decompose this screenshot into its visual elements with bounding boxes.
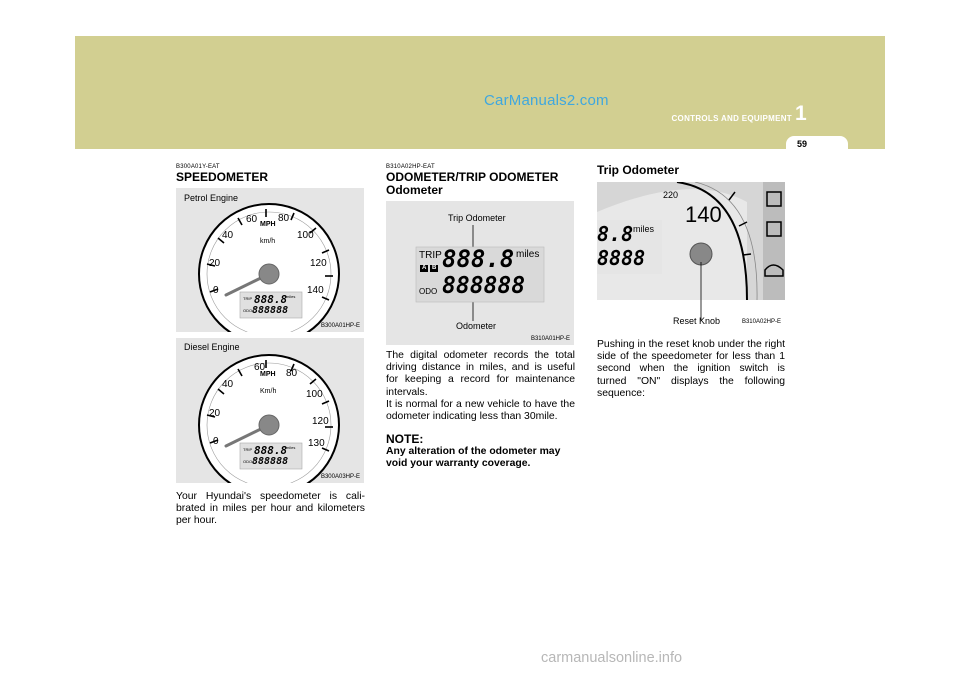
dial-zero: 0 [213,436,219,447]
watermark-bottom[interactable]: carmanualsonline.info [541,650,683,666]
lcd-trip-value: 888.8 [254,293,288,306]
lcd-miles: miles [286,445,296,450]
lcd-trip-value: 888.8 [254,444,288,457]
lcd-odo-value: 888888 [252,305,289,316]
sub-heading: Odometer [386,183,443,197]
section-heading: ODOMETER/TRIP ODOMETER [386,170,559,184]
figure-code: B310A02HP-E [741,319,781,325]
lcd-trip-value: 8.8 [597,222,634,246]
speedometer-petrol-figure [176,188,364,332]
lcd-miles: miles [633,224,655,234]
reset-knob-label: Reset Knob [673,316,721,326]
lcd-trip-value: 888.8 [442,245,515,273]
figure-code: B300A01HP-E [320,323,360,329]
chapter-number: 1 [795,102,807,125]
lcd-trip-label: TRIP [419,250,442,261]
dial-number-120: 120 [312,416,329,427]
dial-number-40: 40 [222,230,234,241]
odometer-body [386,350,575,471]
page-number-tab [786,136,848,154]
figure-code: B300A03HP-E [320,474,360,480]
reset-knob-figure [597,182,785,328]
odometer-paragraph-2: It is normal for a new vehicle to have the odometer indicating less than 30mile. [386,398,575,423]
dial-number-60: 60 [254,362,266,373]
lcd-trip-label: TRIP [243,447,253,452]
lcd-trip-label: TRIP [243,296,253,301]
lcd-odo-value: 888888 [252,456,289,467]
lcd-miles: miles [286,294,296,299]
lcd-trip-b: B [432,265,437,271]
lcd-odo-label: ODO [419,287,438,296]
page-number: 59 [797,139,808,149]
speedometer-body: Your Hyundai's speedometer is cali-brated in miles per hour and kilometers per hour. [176,491,365,527]
figure-label: Diesel Engine [184,342,240,352]
left-column [176,164,364,184]
lcd-odo-value: 8888 [597,246,646,270]
dial-number-140: 140 [685,202,722,227]
lcd-odo-label: ODO [243,459,253,464]
kmh-label: km/h [260,238,276,245]
note-title: NOTE: [386,432,424,447]
section-code: B310A02HP-EAT [386,164,435,170]
chapter-title: CONTROLS AND EQUIPMENT [671,114,792,123]
watermark-top[interactable]: CarManuals2.com [484,92,609,109]
middle-column [386,164,576,197]
dial-number-80: 80 [286,368,298,379]
section-code: B300A01Y-EAT [176,164,220,170]
header-band [75,36,885,149]
dial-number-100: 100 [297,230,314,241]
mph-label: MPH [260,371,276,378]
odometer-paragraph-1: The digital odometer records the total driving distance in miles, and is useful for keeping a record for maintenance intervals. [386,350,575,398]
lcd-trip-a: A [422,265,427,271]
figure-label: Petrol Engine [184,193,239,203]
dial-number-120: 120 [310,258,327,269]
trip-odometer-body: Pushing in the reset knob under the right side of the speedometer for less than 1 second when the ignition switch is turned "ON" displays the following sequence: [597,339,785,399]
dial-number-60: 60 [246,214,258,225]
figure-code: B310A01HP-E [530,336,570,342]
lcd-miles: miles [516,249,540,260]
dial-number-220: 220 [663,190,679,200]
dial-number-20: 20 [209,258,221,269]
lcd-odo-label: ODO [243,308,253,313]
dial-zero: 0 [213,285,219,296]
section-heading: SPEEDOMETER [176,170,269,184]
dial-number-20: 20 [209,408,221,419]
trip-odometer-heading: Trip Odometer [597,163,680,177]
speedometer-diesel-figure [176,338,364,483]
lcd-odo-value: 888888 [442,273,526,299]
kmh-label: Km/h [260,388,277,395]
dial-number-40: 40 [222,379,234,390]
dial-number-80: 80 [278,213,290,224]
dial-number-140: 140 [307,285,324,296]
odometer-label: Odometer [456,321,497,331]
trip-odometer-label: Trip Odometer [448,213,506,223]
dial-number-130: 130 [308,438,325,449]
odometer-figure [386,201,574,345]
dial-number-100: 100 [306,389,323,400]
note-body: Any alteration of the odometer may void your warranty coverage. [386,446,561,470]
mph-label: MPH [260,221,276,228]
